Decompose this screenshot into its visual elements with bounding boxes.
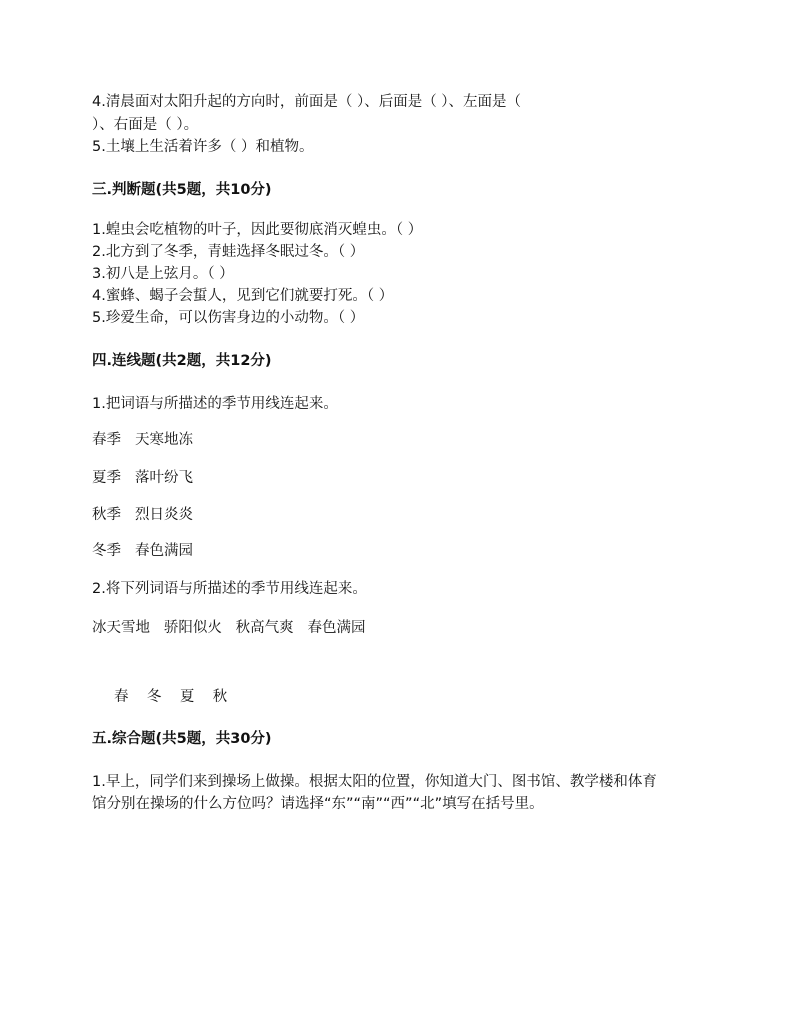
comp-question-1-line-1: 1.早上，同学们来到操场上做操。根据太阳的位置，你知道大门、图书馆、教学楼和体育 bbox=[92, 774, 657, 790]
match-pair-2 bbox=[92, 468, 193, 488]
match-phrase-4: 春色满园 bbox=[135, 543, 193, 559]
section-match-heading: 四.连线题(共2题，共12分) bbox=[92, 353, 272, 369]
judge-question-4: 4.蜜蜂、蝎子会蜇人，见到它们就要打死。（ ） bbox=[92, 288, 394, 304]
match-season-1: 春季 bbox=[92, 432, 121, 448]
match-question-2-seasons: 春 冬 夏 秋 bbox=[114, 689, 228, 705]
fill-question-5: 5.土壤上生活着许多（ ）和植物。 bbox=[92, 139, 314, 155]
match-phrase-3: 烈日炎炎 bbox=[135, 507, 193, 523]
fill-question-4-line-1: 4.清晨面对太阳升起的方向时，前面是（ ）、后面是（ ）、左面是（ bbox=[92, 94, 522, 110]
match-pair-4 bbox=[92, 541, 193, 561]
section-comp-heading: 五.综合题(共5题，共30分) bbox=[92, 731, 272, 747]
judge-question-5: 5.珍爱生命，可以伤害身边的小动物。（ ） bbox=[92, 310, 365, 326]
match-pair-3 bbox=[92, 505, 193, 525]
section-judge-heading: 三.判断题(共5题，共10分) bbox=[92, 182, 272, 198]
match-season-4: 冬季 bbox=[92, 543, 121, 559]
match-phrase-1: 天寒地冻 bbox=[135, 432, 193, 448]
match-question-2-phrases: 冰天雪地 骄阳似火 秋高气爽 春色满园 bbox=[92, 620, 366, 636]
judge-question-2: 2.北方到了冬季，青蛙选择冬眠过冬。（ ） bbox=[92, 244, 365, 260]
match-phrase-2: 落叶纷飞 bbox=[135, 470, 193, 486]
match-season-2: 夏季 bbox=[92, 470, 121, 486]
judge-question-1: 1.蝗虫会吃植物的叶子，因此要彻底消灭蝗虫。（ ） bbox=[92, 222, 423, 238]
match-question-2-prompt: 2.将下列词语与所描述的季节用线连起来。 bbox=[92, 581, 367, 597]
match-pair-1 bbox=[92, 430, 193, 450]
comp-question-1-line-2: 馆分别在操场的什么方位吗？请选择“东”“南”“西”“北”填写在括号里。 bbox=[92, 796, 544, 812]
fill-question-4-line-2: ）、右面是（ ）。 bbox=[92, 117, 199, 133]
match-season-3: 秋季 bbox=[92, 507, 121, 523]
judge-question-3: 3.初八是上弦月。（ ） bbox=[92, 266, 234, 282]
match-question-1-prompt: 1.把词语与所描述的季节用线连起来。 bbox=[92, 396, 338, 412]
